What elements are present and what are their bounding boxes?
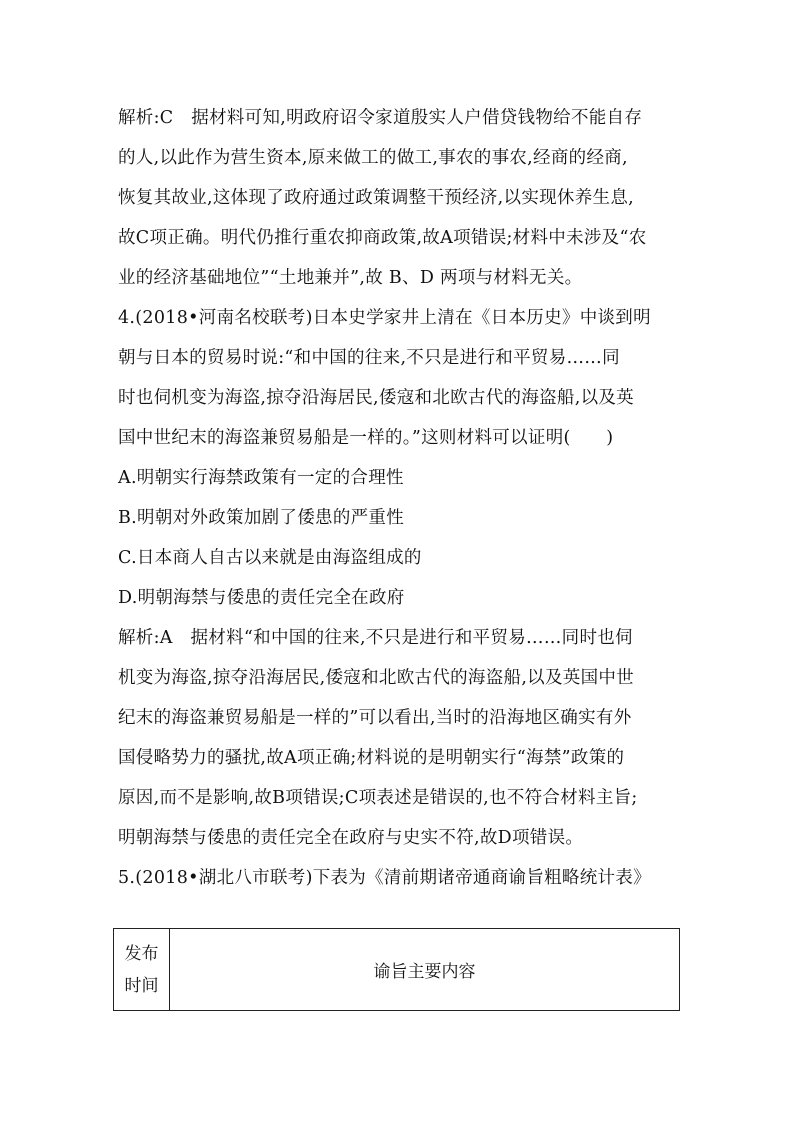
edict-table <box>113 928 680 1011</box>
analysis-line-2: 机变为海盗,掠夺沿海居民,倭寇和北欧古代的海盗船,以及英国中世 <box>118 668 634 688</box>
table-header-time <box>114 929 170 1010</box>
analysis-line-6: 明朝海禁与倭患的责任完全在政府与史实不符,故D项错误。 <box>118 828 584 848</box>
text-line-2: 的人,以此作为营生资本,原来做工的做工,事农的事农,经商的经商, <box>118 148 628 168</box>
question-4-line-3: 时也伺机变为海盗,掠夺沿海居民,倭寇和北欧古代的海盗船,以及英 <box>118 388 634 408</box>
option-b: B.明朝对外政策加剧了倭患的严重性 <box>118 508 405 528</box>
text-line-5: 业的经济基础地位”“土地兼并”,故 B、D 两项与材料无关。 <box>118 268 583 288</box>
table-header-content-label: 谕旨主要内容 <box>373 962 476 982</box>
table-header-time-line2: 时间 <box>124 975 159 996</box>
document-body <box>118 98 684 898</box>
option-c: C.日本商人自古以来就是由海盗组成的 <box>118 548 422 568</box>
analysis-line-4: 国侵略势力的骚扰,故A项正确;材料说的是明朝实行“海禁”政策的 <box>118 748 625 768</box>
question-4-line-1: 4.(2018•河南名校联考)日本史学家井上清在《日本历史》中谈到明 <box>118 308 651 328</box>
analysis-line-3: 纪末的海盗兼贸易船是一样的”可以看出,当时的沿海地区确实有外 <box>118 708 632 728</box>
question-4-line-4: 国中世纪末的海盗兼贸易船是一样的。”这则材料可以证明( ) <box>118 428 614 448</box>
text-line-3: 恢复其故业,这体现了政府通过政策调整干预经济,以实现休养生息, <box>118 188 634 208</box>
option-a: A.明朝实行海禁政策有一定的合理性 <box>118 468 404 488</box>
option-d: D.明朝海禁与倭患的责任完全在政府 <box>118 588 405 608</box>
text-line-4: 故C项正确。明代仍推行重农抑商政策,故A项错误;材料中未涉及“农 <box>118 228 647 248</box>
analysis-line-5: 原因,而不是影响,故B项错误;C项表述是错误的,也不符合材料主旨; <box>118 788 638 808</box>
table-header-content <box>170 929 679 1010</box>
text-line-1: 解析:C 据材料可知,明政府诏令家道殷实人户借贷钱物给不能自存 <box>118 108 643 128</box>
analysis-line-1: 解析:A 据材料“和中国的往来,不只是进行和平贸易……同时也伺 <box>118 628 633 648</box>
table-header-time-line1: 发布 <box>124 943 159 964</box>
question-5-line-1: 5.(2018•湖北八市联考)下表为《清前期诸帝通商谕旨粗略统计表》 <box>118 868 651 888</box>
question-4-line-2: 朝与日本的贸易时说:“和中国的往来,不只是进行和平贸易……同 <box>118 348 620 368</box>
